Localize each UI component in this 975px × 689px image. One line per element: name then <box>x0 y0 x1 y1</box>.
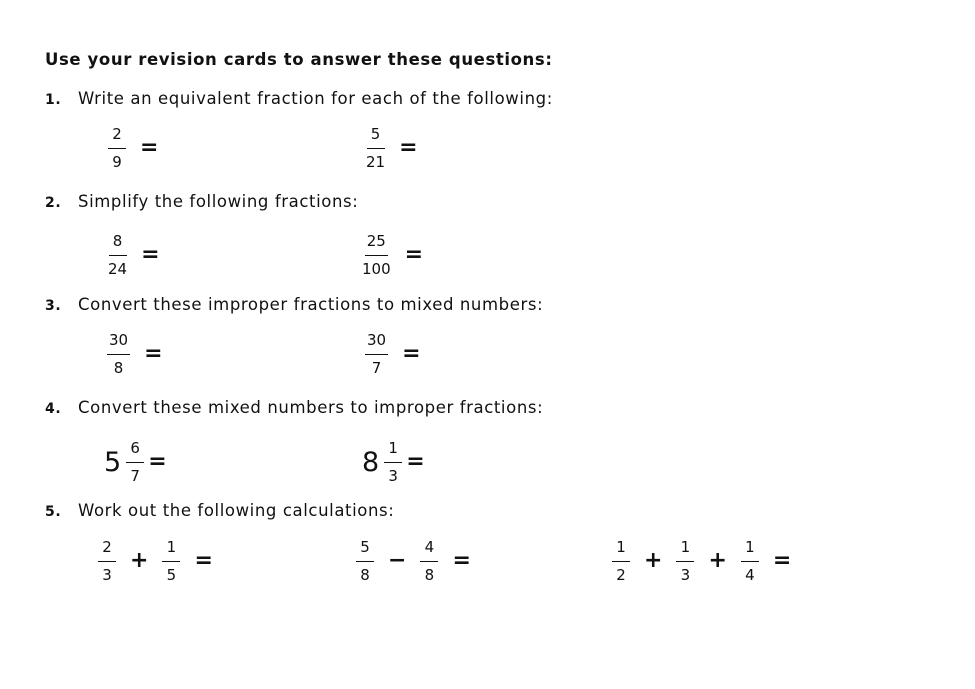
equals-sign: = <box>141 242 160 267</box>
question-5-text: Work out the following calculations: <box>78 501 395 520</box>
q3-item-b <box>365 326 421 382</box>
fraction <box>108 124 126 171</box>
denominator: 100 <box>362 259 391 278</box>
fraction <box>98 537 116 584</box>
numerator: 1 <box>612 540 630 562</box>
numerator: 1 <box>741 540 759 562</box>
numerator: 2 <box>98 540 116 562</box>
fraction <box>362 231 391 278</box>
equals-sign: = <box>452 548 471 573</box>
equals-sign: = <box>402 341 421 366</box>
plus-sign: + <box>708 548 727 573</box>
denominator: 8 <box>113 358 124 377</box>
denominator: 3 <box>680 565 691 584</box>
denominator: 3 <box>388 466 398 485</box>
equals-sign: = <box>406 449 425 474</box>
q2-item-b <box>362 227 423 283</box>
numerator: 4 <box>420 540 438 562</box>
q5-item-b <box>356 533 471 589</box>
denominator: 5 <box>166 565 177 584</box>
fraction <box>366 124 386 171</box>
numerator: 8 <box>109 234 127 256</box>
equals-sign: = <box>140 135 159 160</box>
question-4-number: 4. <box>45 401 62 417</box>
q2-item-a <box>108 227 160 283</box>
question-4-text: Convert these mixed numbers to improper fractions: <box>78 398 544 417</box>
plus-sign: + <box>130 548 149 573</box>
numerator: 5 <box>367 127 385 149</box>
fraction <box>108 231 128 278</box>
denominator: 7 <box>130 466 140 485</box>
equals-sign: = <box>772 548 792 573</box>
fraction <box>741 537 759 584</box>
fraction <box>162 537 180 584</box>
q3-item-a <box>107 326 163 382</box>
equals-sign: = <box>144 341 163 366</box>
denominator: 2 <box>616 565 626 584</box>
denominator: 3 <box>102 565 112 584</box>
denominator: 21 <box>366 152 386 171</box>
question-2-number: 2. <box>45 195 62 211</box>
question-3-text: Convert these improper fractions to mixed numbers: <box>78 295 544 314</box>
fraction <box>107 330 130 377</box>
whole-number: 5 <box>104 446 122 478</box>
fraction <box>365 330 388 377</box>
numerator: 5 <box>356 540 374 562</box>
instructions-heading: Use your revision cards to answer these questions: <box>45 50 553 69</box>
question-5-number: 5. <box>45 504 62 520</box>
numerator: 25 <box>365 234 388 256</box>
minus-sign: − <box>388 548 407 573</box>
fraction <box>356 537 374 584</box>
equals-sign: = <box>194 548 213 573</box>
fraction <box>126 438 144 485</box>
q1-item-b <box>366 120 418 176</box>
numerator: 30 <box>365 333 388 355</box>
question-1-text: Write an equivalent fraction for each of the following: <box>78 89 553 108</box>
numerator: 1 <box>676 540 694 562</box>
q4-item-a <box>104 434 167 490</box>
equals-sign: = <box>148 449 167 474</box>
q5-item-c <box>612 533 791 589</box>
fraction <box>676 537 694 584</box>
equals-sign: = <box>399 135 418 160</box>
numerator: 30 <box>107 333 130 355</box>
denominator: 24 <box>108 259 128 278</box>
fraction <box>420 537 438 584</box>
fraction <box>612 537 630 584</box>
q1-item-a <box>108 120 158 176</box>
question-1-number: 1. <box>45 92 62 108</box>
denominator: 8 <box>360 565 370 584</box>
whole-number: 8 <box>362 446 380 478</box>
numerator: 1 <box>162 540 180 562</box>
denominator: 9 <box>112 152 122 171</box>
question-3-number: 3. <box>45 298 62 314</box>
question-5 <box>45 501 394 520</box>
question-4 <box>45 398 543 417</box>
plus-sign: + <box>644 548 663 573</box>
denominator: 4 <box>745 565 755 584</box>
equals-sign: = <box>404 242 424 267</box>
question-3 <box>45 295 543 314</box>
q4-item-b <box>362 434 425 490</box>
fraction <box>384 438 402 485</box>
numerator: 1 <box>384 441 402 463</box>
q5-item-a <box>98 533 213 589</box>
question-1 <box>45 89 553 108</box>
question-2-text: Simplify the following fractions: <box>78 192 359 211</box>
denominator: 7 <box>371 358 382 377</box>
question-2 <box>45 192 358 211</box>
numerator: 6 <box>126 441 144 463</box>
denominator: 8 <box>424 565 435 584</box>
numerator: 2 <box>108 127 126 149</box>
